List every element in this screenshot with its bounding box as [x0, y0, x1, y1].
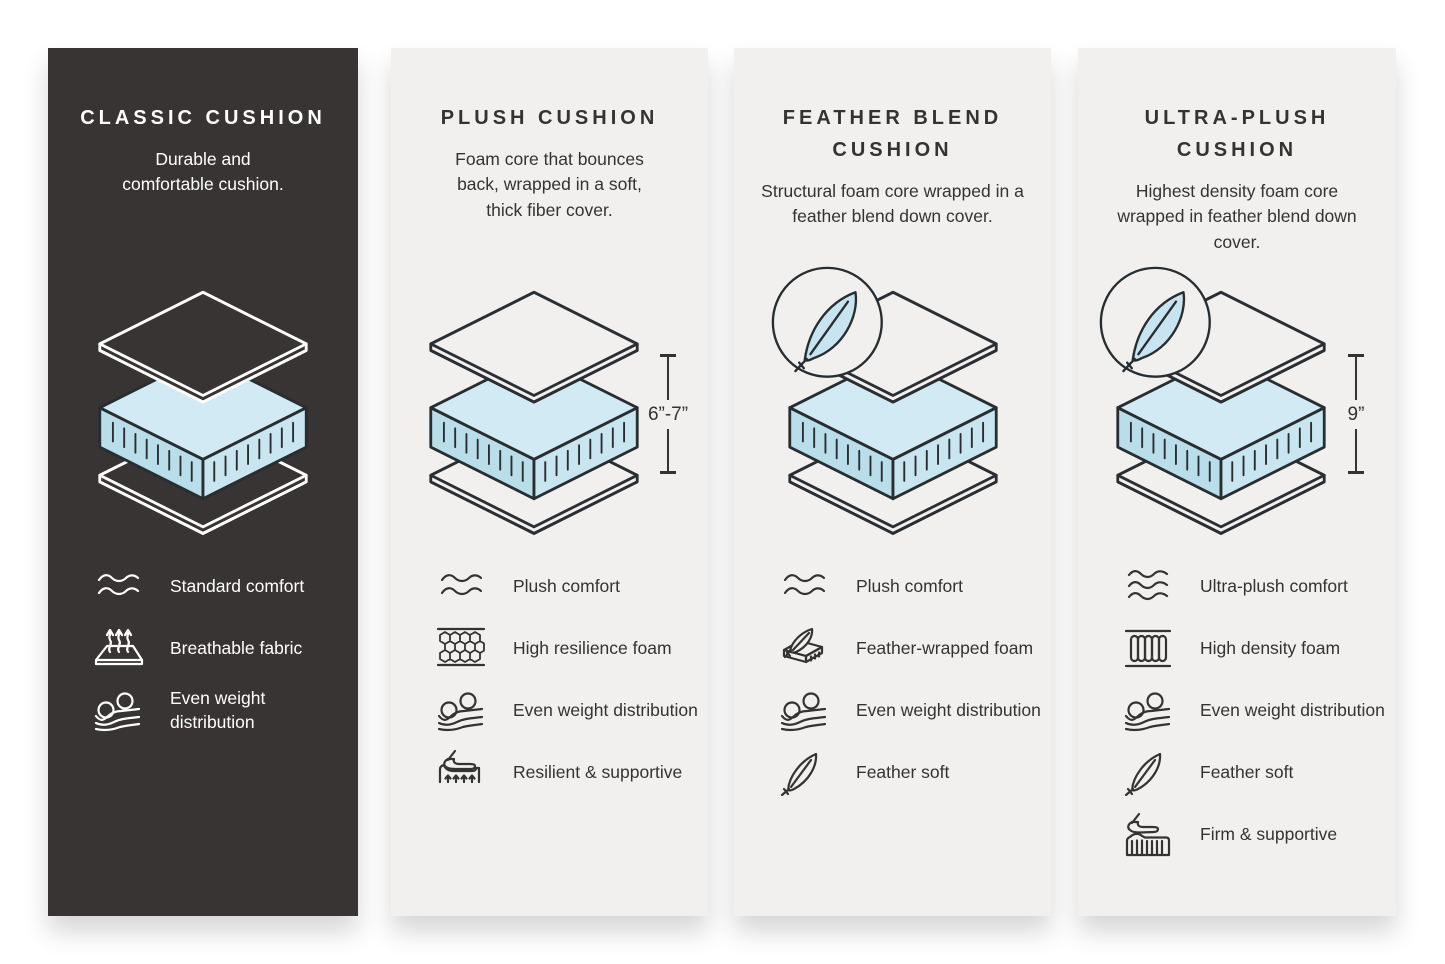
feature-row [1122, 811, 1386, 858]
feature-label: Firm & supportive [1200, 823, 1338, 844]
wave-comfort-icon [435, 563, 487, 610]
triple-wave-comfort-icon [1122, 563, 1174, 610]
dimension-line [1355, 357, 1358, 400]
feature-label: Breathable fabric [170, 637, 303, 658]
card-title: PLUSH CUSHION [440, 107, 659, 129]
exploded-cushion-illustration [412, 262, 656, 544]
card-header [734, 48, 1051, 230]
card-description: Foam core that bounces back, wrapped in a soft, thick fiber cover. [455, 149, 644, 220]
cushion-layers-diagram [734, 262, 1051, 562]
feature-row [92, 687, 348, 734]
even-weight-icon [92, 687, 144, 734]
even-weight-icon [435, 687, 487, 734]
exploded-cushion-illustration [1099, 262, 1343, 544]
card-description: Structural foam core wrapped in a feather blend down cover. [761, 181, 1024, 227]
feature-row [435, 687, 698, 734]
card-ultra-plush-cushion [1078, 48, 1396, 916]
card-title: ULTRA-PLUSH CUSHION [1144, 107, 1330, 161]
feature-list [435, 563, 698, 811]
cushion-layers-diagram [1078, 262, 1396, 562]
feature-row [1122, 749, 1386, 796]
dimension-line [667, 357, 670, 400]
feather-badge-icon [1101, 268, 1210, 377]
firm-supportive-icon [1122, 811, 1174, 858]
feature-label: Even weight distribution [170, 688, 266, 732]
feature-label: High density foam [1200, 637, 1341, 658]
card-header [48, 48, 358, 198]
high-density-foam-icon [1122, 625, 1174, 672]
wave-comfort-icon [778, 563, 830, 610]
even-weight-icon [1122, 687, 1174, 734]
feature-row [92, 563, 348, 610]
feature-label: Feather soft [856, 761, 950, 782]
feature-label: Even weight distribution [513, 699, 698, 720]
feature-row [778, 563, 1041, 610]
feature-label: Even weight distribution [1200, 699, 1385, 720]
feature-label: High resilience foam [513, 637, 672, 658]
feature-label: Plush comfort [513, 575, 620, 596]
wave-comfort-icon [92, 563, 144, 610]
feature-label: Feather soft [1200, 761, 1294, 782]
honeycomb-foam-icon [435, 625, 487, 672]
feature-label: Even weight distribution [856, 699, 1041, 720]
feature-list [92, 563, 348, 749]
card-title: CLASSIC CUSHION [80, 107, 326, 129]
feature-list [1122, 563, 1386, 873]
feature-row [778, 625, 1041, 672]
feature-label: Resilient & supportive [513, 761, 683, 782]
feature-list [778, 563, 1041, 811]
feather-icon [1122, 749, 1174, 796]
resilient-supportive-icon [435, 749, 487, 796]
card-description: Durable and comfortable cushion. [122, 149, 284, 195]
feature-row [435, 563, 698, 610]
dimension-cap [1348, 471, 1364, 474]
height-dimension-annotation [640, 354, 696, 474]
feature-row [435, 749, 698, 796]
card-classic-cushion [48, 48, 358, 916]
feature-label: Feather-wrapped foam [856, 637, 1034, 658]
cushion-layers-diagram [391, 262, 708, 562]
dimension-cap [660, 471, 676, 474]
dimension-label: 9” [1347, 403, 1365, 425]
dimension-line [1355, 429, 1358, 472]
feather-icon [778, 749, 830, 796]
feature-row [1122, 625, 1386, 672]
exploded-cushion-illustration [771, 262, 1015, 544]
even-weight-icon [778, 687, 830, 734]
feature-row [435, 625, 698, 672]
cushion-layers-diagram [48, 262, 358, 562]
breathable-fabric-icon [92, 625, 144, 672]
card-plush-cushion [391, 48, 708, 916]
feature-label: Standard comfort [170, 575, 305, 596]
feature-row [1122, 687, 1386, 734]
card-description: Highest density foam core wrapped in feather blend down cover. [1117, 181, 1357, 252]
feature-label: Ultra-plush comfort [1200, 575, 1348, 596]
feature-label: Plush comfort [856, 575, 963, 596]
feature-row [778, 687, 1041, 734]
card-header [391, 48, 708, 223]
exploded-cushion-illustration [81, 262, 325, 544]
card-title: FEATHER BLEND CUSHION [782, 107, 1003, 161]
feature-row [1122, 563, 1386, 610]
card-header [1078, 48, 1396, 255]
feature-row [92, 625, 348, 672]
feather-wrapped-foam-icon [778, 625, 830, 672]
feather-badge-icon [772, 268, 881, 377]
card-feather-blend-cushion [734, 48, 1051, 916]
dimension-line [667, 429, 670, 472]
height-dimension-annotation [1328, 354, 1384, 474]
dimension-label: 6”-7” [647, 403, 689, 425]
feature-row [778, 749, 1041, 796]
